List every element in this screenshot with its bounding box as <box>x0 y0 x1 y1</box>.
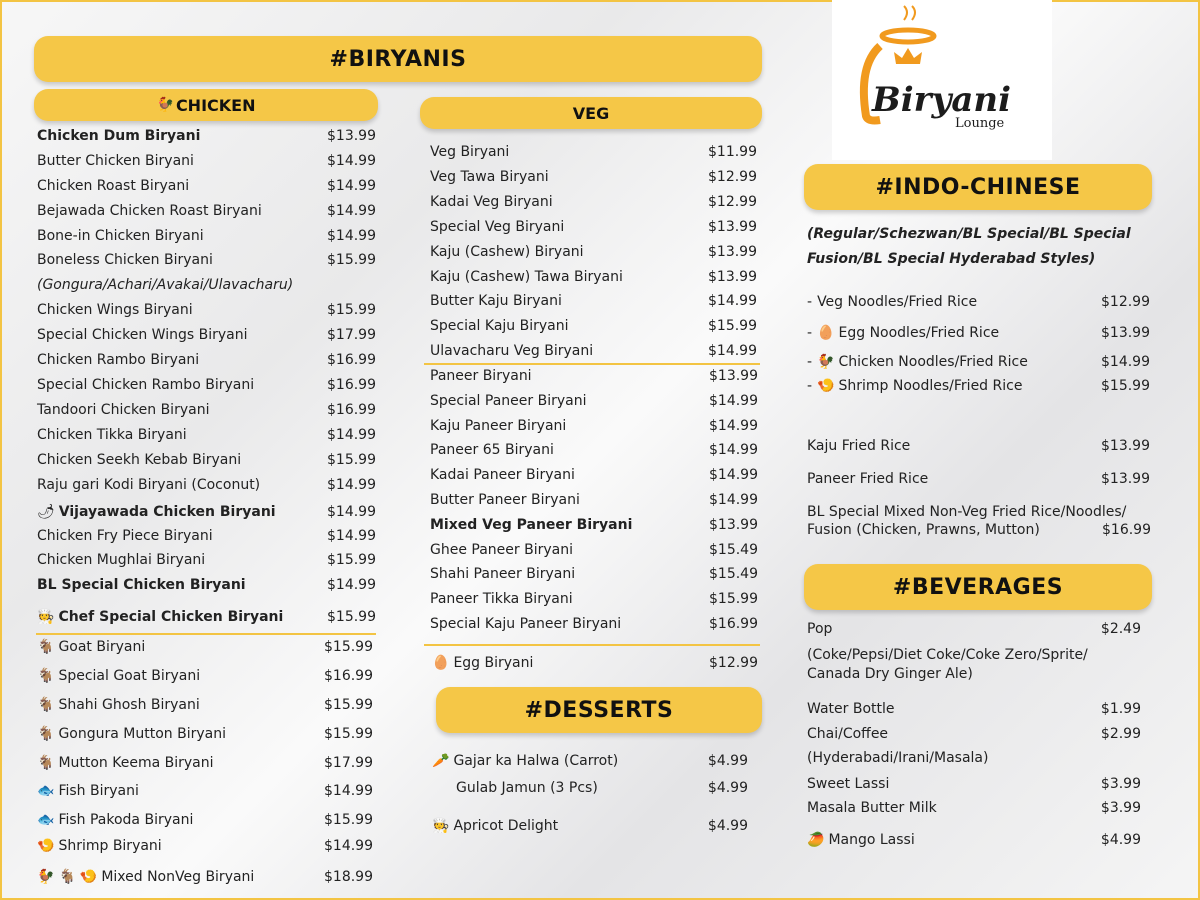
item-name: Shahi Ghosh Biryani <box>58 697 200 713</box>
item-price: $16.99 <box>327 402 376 418</box>
indo-styles-line1: (Regular/Schezwan/BL Special/BL Special <box>807 226 1131 242</box>
chef-icon: 🧑‍🍳 <box>37 609 55 625</box>
item-price: $14.99 <box>327 528 376 544</box>
item-price: $15.99 <box>327 252 376 268</box>
fish-icon: 🐟 <box>37 783 55 799</box>
item-price: $15.99 <box>324 639 373 655</box>
item-name: Pop <box>807 621 833 637</box>
item-name: Egg Biryani <box>453 655 534 671</box>
item-name: Special Kaju Biryani <box>430 318 569 335</box>
item-name: Butter Kaju Biryani <box>430 293 562 310</box>
item-name: Masala Butter Milk <box>807 800 937 816</box>
menu-item-dessert <box>432 752 748 770</box>
menu-item-chicken <box>37 276 376 294</box>
item-name: Gongura Mutton Biryani <box>58 726 226 742</box>
item-name: Shrimp Biryani <box>58 838 162 854</box>
menu-item-veg <box>430 218 757 236</box>
item-price: $15.49 <box>709 566 758 583</box>
menu-item-chicken <box>37 551 376 569</box>
chili-icon: 🌶 <box>37 504 55 520</box>
item-price: $13.99 <box>709 516 758 533</box>
menu-item-bl-special <box>807 521 1151 539</box>
menu-item-chicken <box>37 152 376 170</box>
item-name: Chicken Seekh Kebab Biryani <box>37 452 242 468</box>
item-name: Veg Noodles/Fried Rice <box>817 294 978 310</box>
item-name: Fish Pakoda Biryani <box>58 812 194 828</box>
indo-chinese-header: #INDO-CHINESE <box>804 164 1152 210</box>
chef-icon: 🧑‍🍳 <box>432 818 450 834</box>
item-price: $15.99 <box>327 609 376 625</box>
divider-egg <box>424 644 760 646</box>
menu-item-dessert <box>432 817 748 835</box>
chicken-header <box>34 89 378 121</box>
item-price: $14.99 <box>327 504 376 520</box>
item-name: Kadai Veg Biryani <box>430 193 553 210</box>
dash: - <box>807 378 813 394</box>
menu-item-chicken <box>37 476 376 494</box>
item-name: Bone-in Chicken Biryani <box>37 228 204 244</box>
item-name: Kaju (Cashew) Tawa Biryani <box>430 268 623 285</box>
item-name: Paneer Fried Rice <box>807 471 929 487</box>
menu-item-paneer <box>430 441 758 459</box>
item-price: $13.99 <box>709 368 758 384</box>
menu-item-veg <box>430 268 757 286</box>
menu-item-chicken <box>37 376 376 394</box>
item-name: Fusion (Chicken, Prawns, Mutton) <box>807 522 1040 538</box>
menu-item-meat <box>37 667 373 685</box>
goat-icon: 🐐 <box>58 869 76 885</box>
item-price: $14.99 <box>709 417 758 434</box>
menu-item-veg <box>430 342 757 360</box>
menu-item-chicken <box>37 527 376 545</box>
menu-item-paneer <box>430 392 758 410</box>
item-name: Butter Paneer Biryani <box>430 492 580 508</box>
item-name: Gajar ka Halwa (Carrot) <box>453 753 619 769</box>
menu-item-chicken <box>37 227 376 245</box>
item-price: $15.99 <box>327 552 376 568</box>
item-price: $17.99 <box>324 755 373 771</box>
menu-item-paneer <box>430 516 758 534</box>
menu-item-indo <box>807 324 1150 342</box>
item-name: Special Chicken Rambo Biryani <box>37 377 255 393</box>
menu-item-meat <box>37 837 373 855</box>
goat-icon: 🐐 <box>37 755 55 771</box>
item-name: Special Chicken Wings Biryani <box>37 327 248 343</box>
item-name: Paneer 65 Biryani <box>430 442 554 459</box>
item-name: Fish Biryani <box>58 783 139 799</box>
item-price: $4.99 <box>707 753 748 769</box>
item-price: $15.99 <box>1101 378 1150 394</box>
menu-item-chicken <box>37 503 376 521</box>
goat-icon: 🐐 <box>37 639 55 655</box>
item-price: $14.99 <box>708 293 757 310</box>
item-price: $15.99 <box>327 452 376 468</box>
item-name: Chicken Rambo Biryani <box>37 352 200 368</box>
item-name: Shahi Paneer Biryani <box>430 566 576 583</box>
item-price: $14.99 <box>327 178 376 194</box>
item-price: $13.99 <box>1101 438 1150 454</box>
item-name: Chicken Mughlai Biryani <box>37 552 206 568</box>
dash: - <box>807 325 813 341</box>
menu-item-meat <box>37 696 373 714</box>
item-name: Special Kaju Paneer Biryani <box>430 616 622 632</box>
divider-meat <box>36 633 376 635</box>
item-price: $12.99 <box>708 193 757 210</box>
goat-icon: 🐐 <box>37 697 55 713</box>
item-name: Bejawada Chicken Roast Biryani <box>37 203 262 219</box>
bev-chai <box>807 725 1141 743</box>
menu-item-chicken <box>37 451 376 469</box>
bev-pop <box>807 620 1141 638</box>
item-price: $14.99 <box>708 343 757 360</box>
menu-item-chicken <box>37 127 376 145</box>
pop-note-2: Canada Dry Ginger Ale) <box>807 666 973 682</box>
menu-item-veg <box>430 143 757 161</box>
item-name: Special Paneer Biryani <box>430 392 587 409</box>
biryanis-header: #BIRYANIS <box>34 36 762 82</box>
bev-masala-butter-milk <box>807 799 1141 817</box>
item-name: Butter Chicken Biryani <box>37 153 194 169</box>
pop-note-1: (Coke/Pepsi/Diet Coke/Coke Zero/Sprite/ <box>807 647 1088 663</box>
goat-icon: 🐐 <box>37 668 55 684</box>
menu-item-dessert <box>456 779 748 797</box>
item-name: Kaju (Cashew) Biryani <box>430 243 584 260</box>
chai-note: (Hyderabadi/Irani/Masala) <box>807 750 989 766</box>
menu-item-chicken <box>37 326 376 344</box>
divider-paneer <box>424 363 760 365</box>
shrimp-icon: 🍤 <box>37 838 55 854</box>
item-price: $4.99 <box>707 780 748 796</box>
item-name: Water Bottle <box>807 701 895 717</box>
item-price: $14.99 <box>324 838 373 854</box>
item-name: Goat Biryani <box>58 639 146 655</box>
item-price: $18.99 <box>324 869 373 885</box>
rooster-icon: 🐓 <box>37 869 55 885</box>
menu-item-meat <box>37 868 373 886</box>
item-price: $13.99 <box>1101 325 1150 341</box>
item-name: Mutton Keema Biryani <box>58 755 214 771</box>
item-price: $14.99 <box>709 392 758 409</box>
dash: - <box>807 294 813 310</box>
item-name: Kaju Fried Rice <box>807 438 911 454</box>
item-price: $14.99 <box>324 783 373 799</box>
shrimp-icon: 🍤 <box>79 869 98 885</box>
item-name: Chicken Roast Biryani <box>37 178 190 194</box>
menu-item-kaju-fried-rice <box>807 437 1150 455</box>
menu-item-veg <box>430 292 757 310</box>
item-name: Chai/Coffee <box>807 726 889 742</box>
item-name: Gulab Jamun (3 Pcs) <box>456 780 598 796</box>
item-name: Tandoori Chicken Biryani <box>37 402 210 418</box>
menu-item-meat <box>37 811 373 829</box>
item-price: $2.49 <box>1100 621 1141 637</box>
item-name: Paneer Biryani <box>430 368 532 384</box>
menu-item-veg <box>430 317 757 335</box>
item-price: $3.99 <box>1100 776 1141 792</box>
logo-name: Biryani <box>872 80 1011 120</box>
shrimp-icon: 🍤 <box>817 378 835 394</box>
item-name: Special Goat Biryani <box>58 668 201 684</box>
item-name: Mango Lassi <box>828 832 915 848</box>
item-name: Mixed NonVeg Biryani <box>101 869 255 885</box>
menu-item-paneer <box>430 466 758 484</box>
item-price: $14.99 <box>327 203 376 219</box>
logo-subtitle: Lounge <box>955 116 1005 131</box>
item-name: Shrimp Noodles/Fried Rice <box>838 378 1023 394</box>
item-name: Special Veg Biryani <box>430 218 565 235</box>
item-price: $13.99 <box>1101 471 1150 487</box>
menu-item-chicken <box>37 351 376 369</box>
menu-item-meat <box>37 638 373 656</box>
item-price: $12.99 <box>1101 294 1150 310</box>
item-price: $13.99 <box>708 243 757 260</box>
beverages-header: #BEVERAGES <box>804 564 1152 610</box>
bev-sweet-lassi <box>807 775 1141 793</box>
egg-icon: 🥚 <box>817 325 835 341</box>
fish-icon: 🐟 <box>37 812 55 828</box>
item-name: Veg Tawa Biryani <box>430 168 549 185</box>
menu-item-chicken <box>37 426 376 444</box>
item-price: $12.99 <box>709 655 758 671</box>
bev-mango-lassi <box>807 831 1141 849</box>
menu-item-veg <box>430 168 757 186</box>
dash: - <box>807 354 813 370</box>
item-price: $16.99 <box>1102 522 1151 538</box>
item-price: $14.99 <box>327 153 376 169</box>
rooster-icon: 🐓 <box>156 97 174 113</box>
rooster-icon: 🐓 <box>817 354 835 370</box>
veg-header: VEG <box>420 97 762 129</box>
item-name: Veg Biryani <box>430 144 510 160</box>
indo-styles-line2: Fusion/BL Special Hyderabad Styles) <box>807 251 1096 267</box>
item-price: $14.99 <box>327 228 376 244</box>
menu-item-paneer <box>430 491 758 509</box>
item-price: $14.99 <box>709 467 758 484</box>
item-price: $15.99 <box>708 318 757 335</box>
item-price: $4.99 <box>707 818 748 834</box>
item-price: $16.99 <box>327 352 376 368</box>
menu-item-indo <box>807 293 1150 311</box>
menu-item-chicken <box>37 576 376 594</box>
item-name: Kaju Paneer Biryani <box>430 417 567 434</box>
item-name: Mixed Veg Paneer Biryani <box>430 516 633 533</box>
menu-item-paneer <box>430 615 758 633</box>
menu-item-meat <box>37 754 373 772</box>
item-price: $15.99 <box>324 726 373 742</box>
menu-item-paneer <box>430 541 758 559</box>
menu-item-paneer <box>430 590 758 608</box>
item-price: $4.99 <box>1100 832 1141 848</box>
item-price: $17.99 <box>327 327 376 343</box>
item-name: Sweet Lassi <box>807 776 890 792</box>
item-name: Chicken Fry Piece Biryani <box>37 528 213 544</box>
menu-item-veg <box>430 243 757 261</box>
item-name: Kadai Paneer Biryani <box>430 467 575 484</box>
item-price: $15.49 <box>709 541 758 558</box>
item-price: $13.99 <box>327 128 376 144</box>
item-price: $16.99 <box>327 377 376 393</box>
menu-item-paneer <box>430 417 758 435</box>
item-name: Chef Special Chicken Biryani <box>58 609 284 625</box>
item-name: Boneless Chicken Biryani <box>37 252 213 268</box>
menu-item-chicken <box>37 608 376 626</box>
menu-item-chicken <box>37 401 376 419</box>
menu-item-paneer-fried-rice <box>807 470 1150 488</box>
menu-item-paneer <box>430 565 758 583</box>
item-price: $14.99 <box>327 577 376 593</box>
menu-item-meat <box>37 725 373 743</box>
bl-special-line1: BL Special Mixed Non-Veg Fried Rice/Noodles/ <box>807 504 1127 520</box>
menu-item-chicken <box>37 301 376 319</box>
carrot-icon: 🥕 <box>432 753 450 769</box>
item-price: $1.99 <box>1100 701 1141 717</box>
menu-item-meat <box>37 782 373 800</box>
item-price: $12.99 <box>708 168 757 185</box>
menu-item-chicken <box>37 251 376 269</box>
item-name: BL Special Chicken Biryani <box>37 577 246 593</box>
item-name: Apricot Delight <box>453 818 559 834</box>
mango-icon: 🥭 <box>807 832 825 848</box>
item-price: $14.99 <box>327 477 376 493</box>
menu-item-egg-biryani <box>432 654 758 672</box>
item-price: $3.99 <box>1100 800 1141 816</box>
item-price: $13.99 <box>708 268 757 285</box>
item-price: $15.99 <box>324 812 373 828</box>
item-name: Raju gari Kodi Biryani (Coconut) <box>37 477 261 493</box>
item-price: $2.99 <box>1100 726 1141 742</box>
item-name: Ghee Paneer Biryani <box>430 541 573 558</box>
menu-item-veg <box>430 193 757 211</box>
item-price: $13.99 <box>708 218 757 235</box>
bev-water <box>807 700 1141 718</box>
item-price: $15.99 <box>327 302 376 318</box>
item-price: $15.99 <box>324 697 373 713</box>
menu-item-indo <box>807 377 1150 395</box>
item-name: Chicken Dum Biryani <box>37 128 201 144</box>
item-name: Vijayawada Chicken Biryani <box>58 504 276 520</box>
item-name: Chicken Wings Biryani <box>37 302 193 318</box>
item-price: $14.99 <box>327 427 376 443</box>
chicken-header-label: CHICKEN <box>175 95 256 115</box>
item-price: $11.99 <box>708 144 757 160</box>
egg-icon: 🥚 <box>432 655 450 671</box>
menu-item-paneer <box>430 367 758 385</box>
menu-item-indo <box>807 353 1150 371</box>
item-price: $15.99 <box>709 591 758 608</box>
item-name: Chicken Noodles/Fried Rice <box>838 354 1028 370</box>
item-price: $16.99 <box>709 616 758 632</box>
menu-item-chicken <box>37 202 376 220</box>
item-price: $14.99 <box>709 492 758 508</box>
item-name: Chicken Tikka Biryani <box>37 427 187 443</box>
item-name: Ulavacharu Veg Biryani <box>430 343 594 360</box>
item-name: (Gongura/Achari/Avakai/Ulavacharu) <box>37 277 294 293</box>
item-price: $16.99 <box>324 668 373 684</box>
goat-icon: 🐐 <box>37 726 55 742</box>
desserts-header: #DESSERTS <box>436 687 762 733</box>
menu-item-chicken <box>37 177 376 195</box>
item-name: Egg Noodles/Fried Rice <box>838 325 1000 341</box>
item-price: $14.99 <box>709 442 758 459</box>
item-price: $14.99 <box>1101 354 1150 370</box>
item-name: Paneer Tikka Biryani <box>430 591 573 608</box>
